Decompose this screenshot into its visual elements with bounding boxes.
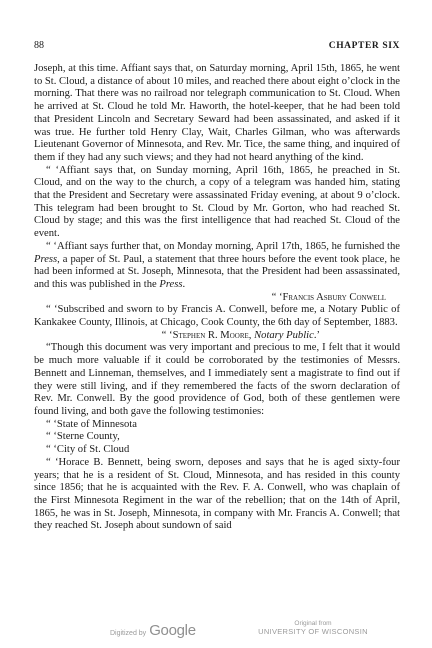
text-run: , xyxy=(248,329,255,341)
quote-mark: “ ‘ xyxy=(271,291,283,303)
text-run: , a paper of St. Paul, a statement that three hours before the event took place, he had been informed at St. Joseph, Minnesota, that the President had been assassinated, and this was published in the xyxy=(34,253,400,290)
page-number: 88 xyxy=(34,40,44,51)
original-from-watermark xyxy=(248,620,378,636)
notary-title: Notary Public xyxy=(254,329,314,341)
signature-line xyxy=(34,292,400,305)
text-run: .’ xyxy=(313,329,320,341)
newspaper-name: Press xyxy=(34,253,58,265)
digitized-by-label: Digitized by xyxy=(110,630,147,637)
quote-mark: “ ‘ xyxy=(161,329,173,341)
institution-name: UNIVERSITY OF WISCONSIN xyxy=(258,627,368,636)
text-run: “ ‘Affiant says further that, on Monday morning, April 17th, 1865, he furnished the xyxy=(46,240,400,252)
text-run: . xyxy=(182,278,186,290)
affidavit-heading-line: “ ‘City of St. Cloud xyxy=(46,444,130,456)
original-from-label: Original from xyxy=(294,620,332,627)
signatory-name: Francis Asbury Conwell xyxy=(282,291,386,303)
scan-footer xyxy=(0,618,432,644)
affidavit-heading-line: “ ‘State of Minnesota xyxy=(46,418,137,430)
paragraph: “ ‘Horace B. Bennett, being sworn, deposes and says that he is aged sixty-four years; that he is a resident of St. Cloud, Minnesota, and has resided in this county since 1856; that he is acquainted with the Rev. F. A. Conwell, who was chaplain of the First Minnesota Regiment in the war of the rebellion; that on the 14th of April, 1865, he was in St. Joseph, Minnesota, in company with Mr. Francis A. Conwell; that they reached St. Joseph about sundown of said xyxy=(34,456,400,532)
notary-signature-line xyxy=(34,330,400,343)
book-page xyxy=(34,40,400,533)
paragraph xyxy=(34,241,400,292)
digitized-by-watermark xyxy=(110,622,196,639)
affidavit-heading-line: “ ‘Sterne County, xyxy=(46,431,120,443)
paragraph: “Though this document was very important and precious to me, I felt that it would be much more valuable if it could be corroborated by the testimonies of Messrs. Bennett and Linneman, themselves, and I immediately sent a magistrate to find out if they were still living, and if they remembered the facts of the sworn declaration of Rev. Mr. Conwell. By the good providence of God, both of these gentlemen were found living, and both gave the following testimonies: xyxy=(34,342,400,417)
running-header xyxy=(34,40,400,51)
newspaper-name: Press xyxy=(159,278,183,290)
page-body xyxy=(34,63,400,533)
notary-name: Stephen R. Moore xyxy=(172,329,249,341)
paragraph: “ ‘Affiant says that, on Sunday morning, April 16th, 1865, he preached in St. Cloud, and on the way to the church, a copy of a telegram was handed him, stating that the President and Secretary were assassinated Friday evening, at about 9 o’clock. This telegram had been brought to St. Cloud by Mr. Gorton, who had reached St. Cloud by stage; and this was the first intelligence that had reached St. Cloud of the event. xyxy=(34,164,400,240)
chapter-title: CHAPTER SIX xyxy=(328,41,400,51)
paragraph: Joseph, at this time. Affiant says that, on Saturday morning, April 15th, 1865, he went to St. Cloud, a distance of about 10 miles, and reached there about eight o’clock in the morning. That there was no railroad nor telegraph communication to St. Cloud. When he arrived at St. Cloud he told Mr. Haworth, the hotel-keeper, that he had been told that President Lincoln and Secretary Seward had been assassinated, and asked if it was true. He further told Henry Clay, Wait, Charles Gilman, who was afterwards Lieutenant Governor of Minnesota, and Rev. Mr. Tice, the same thing, and inquired of them if they had any such views; and they had not heard anything of the kind. xyxy=(34,63,400,163)
paragraph: “ ‘Subscribed and sworn to by Francis A. Conwell, before me, a Notary Public of Kankakee County, Illinois, at Chicago, Cook County, the 6th day of September, 1883. xyxy=(34,304,400,329)
google-logo: Google xyxy=(149,622,196,639)
